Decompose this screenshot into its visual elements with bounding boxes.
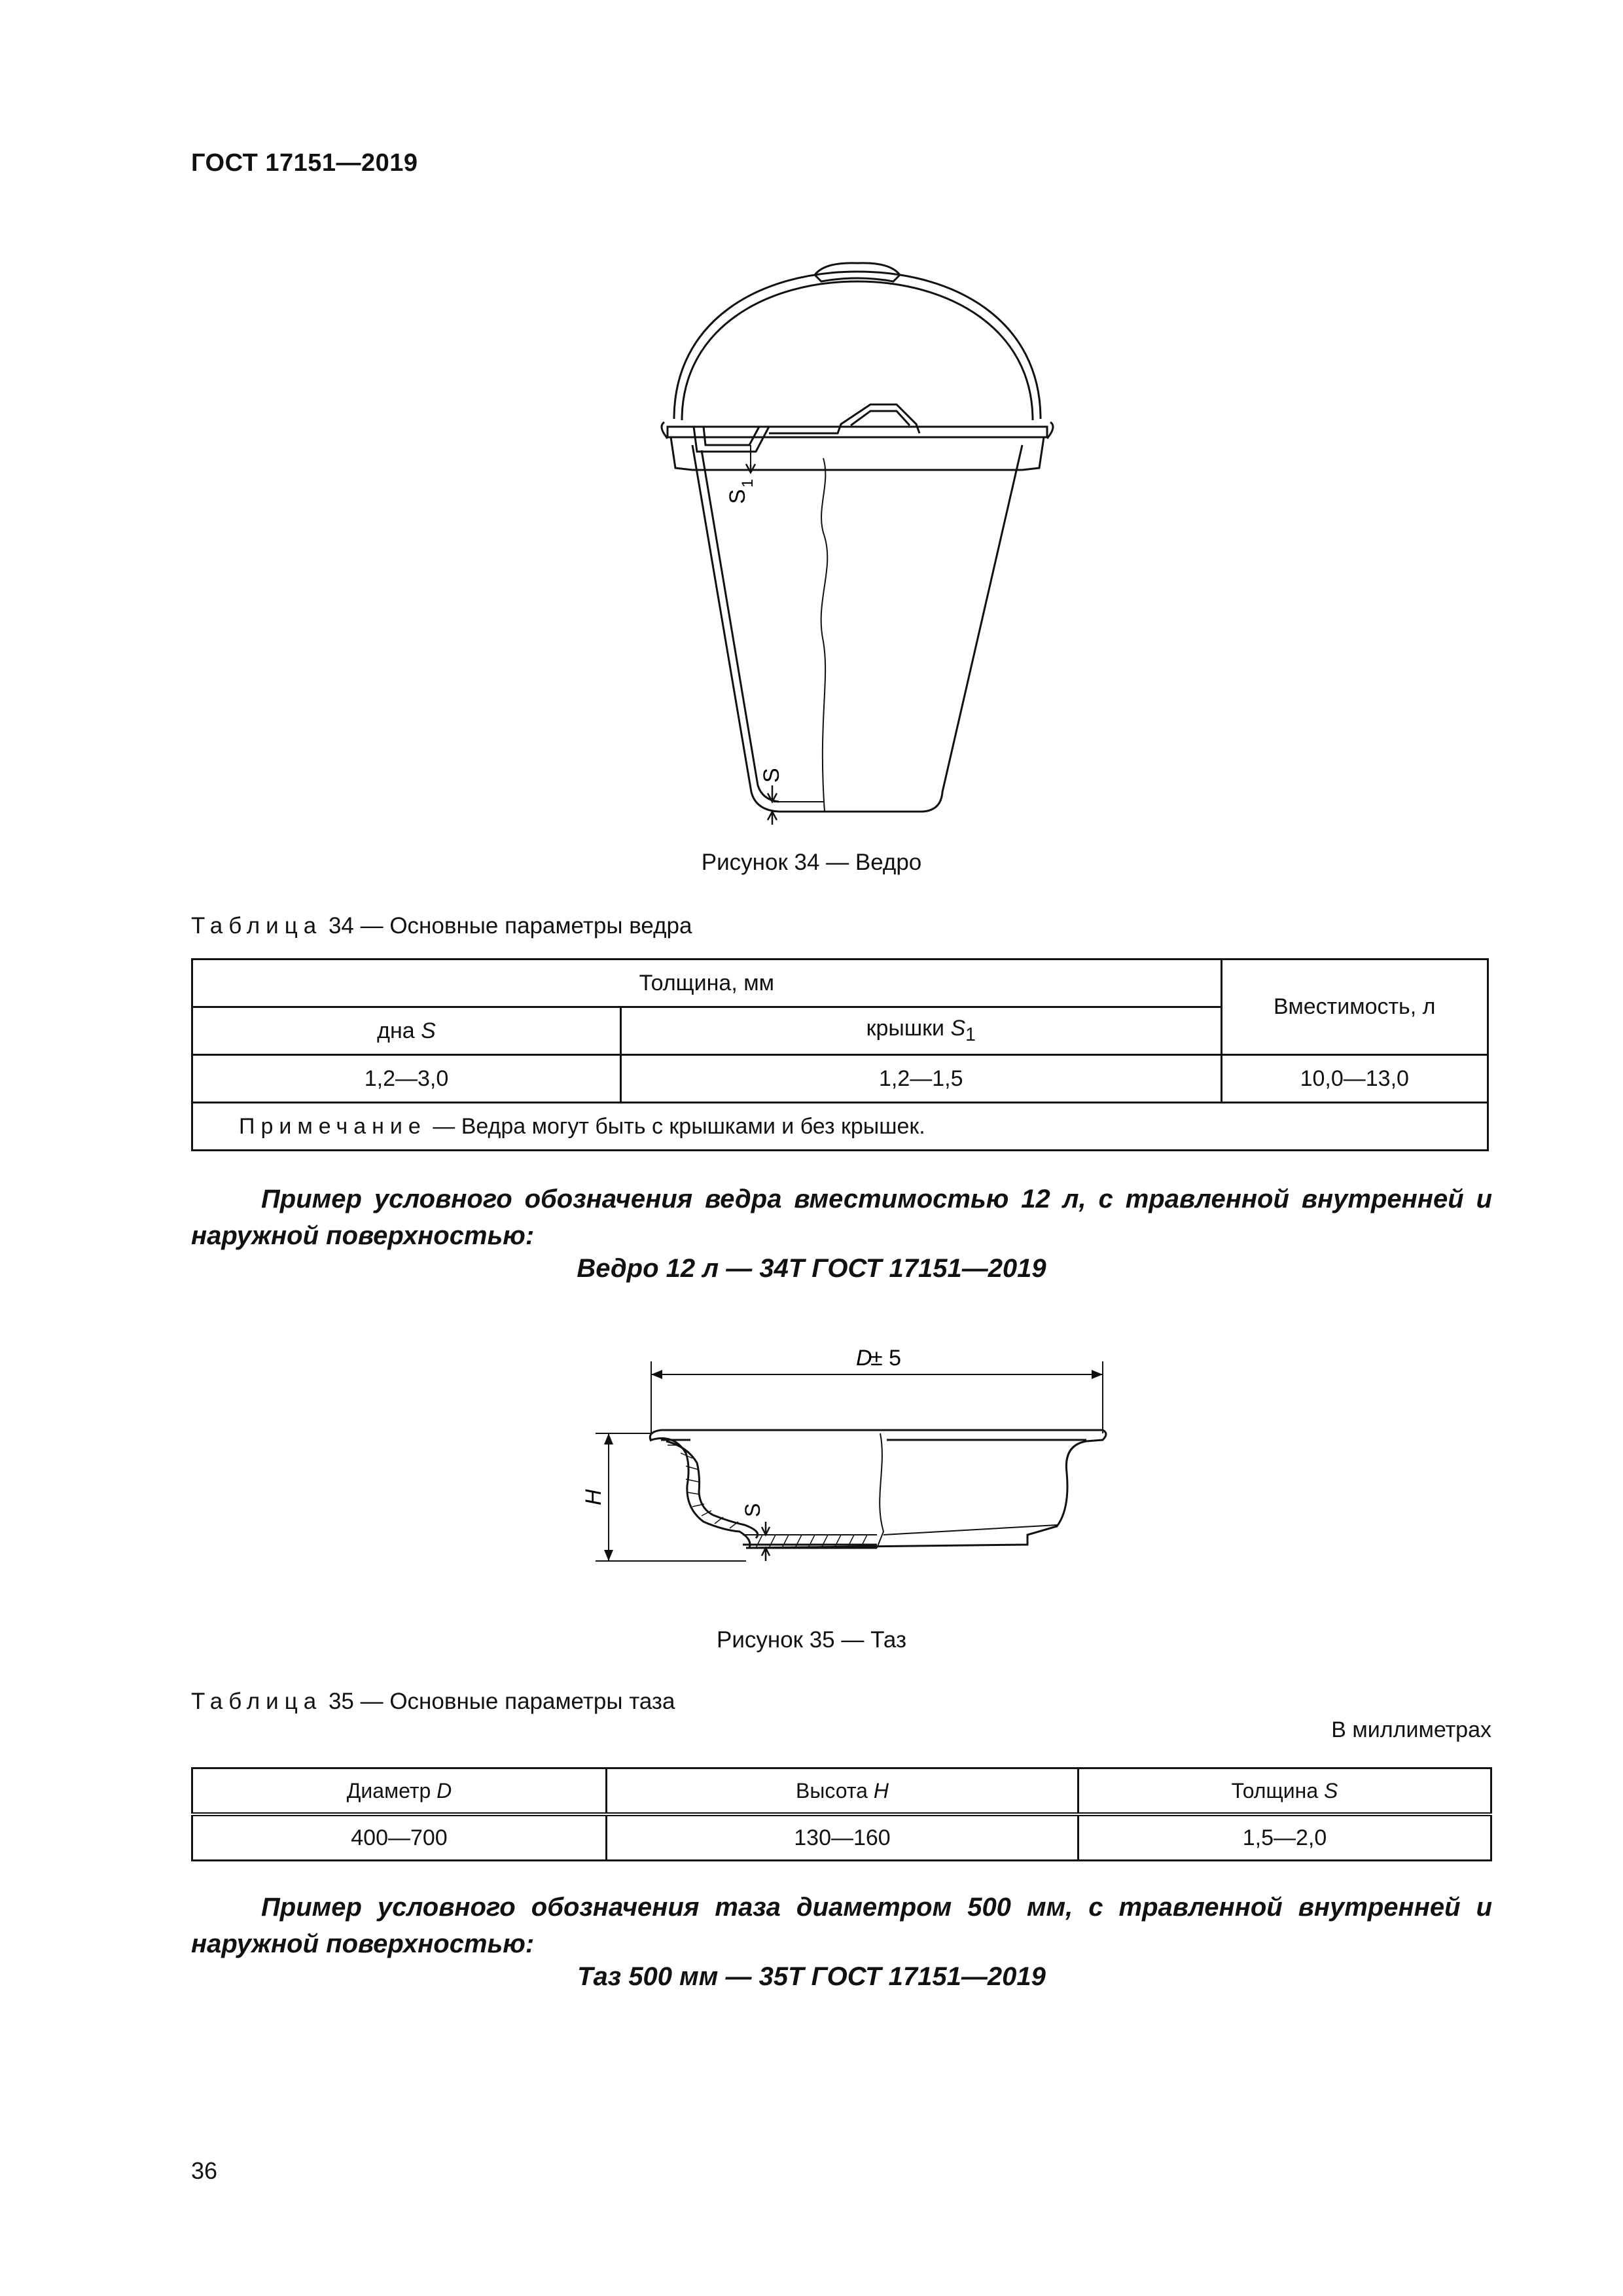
dim-d-tolerance: ± 5 xyxy=(870,1346,902,1371)
header-thickness: Толщина, мм xyxy=(192,960,1222,1007)
table-35-caption-title: 35 — Основные параметры таза xyxy=(322,1689,675,1714)
table-35-caption-prefix: Таблица xyxy=(191,1689,323,1714)
cell-bottom-thickness: 1,2—3,0 xyxy=(192,1055,621,1103)
header-capacity: Вместимость, л xyxy=(1221,960,1488,1055)
table-34-caption-title: 34 — Основные параметры ведра xyxy=(322,913,692,939)
figure-35-caption: Рисунок 35 — Таз xyxy=(716,1627,907,1653)
table-34-caption-prefix: Таблица xyxy=(191,913,323,939)
example-34-text: Пример условного обозначения ведра вместимостью 12 л, с травленной внутренней и наружной поверхностью: xyxy=(191,1185,1492,1250)
cell-height: 130—160 xyxy=(607,1814,1079,1861)
header-lid: крышки $S_1$ xyxy=(621,1007,1222,1055)
bucket-parameters-table xyxy=(191,958,1489,1151)
table-35-caption xyxy=(191,1689,675,1715)
basin-drawing xyxy=(576,1335,1132,1584)
header-bottom: дна S xyxy=(192,1007,621,1055)
cell-capacity: 10,0—13,0 xyxy=(1221,1055,1488,1103)
header-thickness: Толщина S xyxy=(1079,1768,1491,1815)
dim-s1-label: S xyxy=(725,489,750,504)
example-35-designation: Таз 500 мм — 35Т ГОСТ 17151—2019 xyxy=(577,1962,1046,1991)
basin-parameters-table xyxy=(191,1767,1492,1861)
cell-thickness: 1,5—2,0 xyxy=(1079,1814,1491,1861)
table-note: Примечание — Ведра могут быть с крышками и без крышек. xyxy=(192,1103,1488,1151)
units-note: В миллиметрах xyxy=(1331,1717,1491,1742)
dim-s1-subscript: 1 xyxy=(739,478,757,488)
bucket-drawing xyxy=(628,249,1086,825)
dim-d-label: D xyxy=(856,1346,872,1371)
figure-34-caption: Рисунок 34 — Ведро xyxy=(701,850,922,875)
example-34-designation: Ведро 12 л — 34Т ГОСТ 17151—2019 xyxy=(577,1254,1046,1283)
table-34-caption xyxy=(191,913,692,939)
dim-s-label: S xyxy=(759,768,784,783)
example-35-text: Пример условного обозначения таза диаметром 500 мм, с травленной внутренней и наружной поверхностью: xyxy=(191,1893,1492,1958)
document-code-header: ГОСТ 17151—2019 xyxy=(191,149,418,177)
cell-diameter: 400—700 xyxy=(192,1814,607,1861)
header-height: Высота H xyxy=(607,1768,1079,1815)
header-diameter: Диаметр D xyxy=(192,1768,607,1815)
page-number: 36 xyxy=(191,2157,218,2184)
cell-lid-thickness: 1,2—1,5 xyxy=(621,1055,1222,1103)
dim-h-label: H xyxy=(581,1489,606,1505)
dim-s-label: S xyxy=(741,1503,764,1517)
